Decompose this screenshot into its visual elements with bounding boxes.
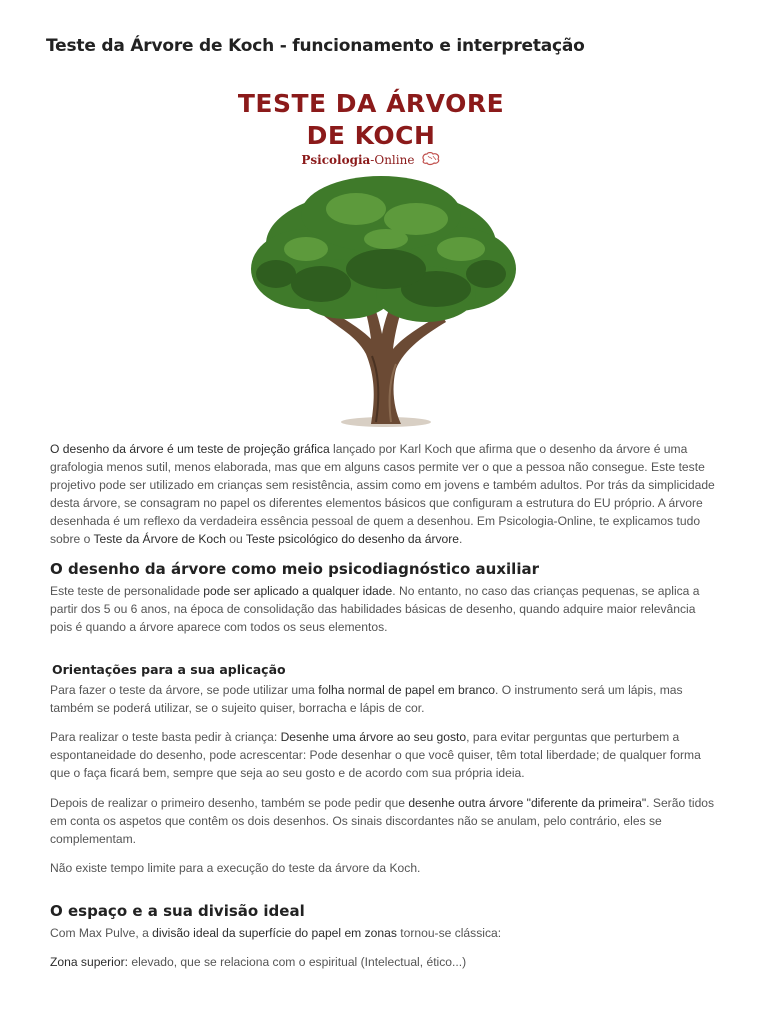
space-paragraph-2: Zona superior: elevado, que se relaciona com o espiritual (Intelectual, ético...) (50, 955, 467, 970)
emphasis-paper-zones: divisão ideal da superfície do papel em zonas (152, 925, 397, 940)
section-heading-guidelines: Orientações para a sua aplicação (52, 661, 286, 677)
space-paragraph-1: Com Max Pulve, a divisão ideal da superfície do papel em zonas tornou-se clássica: (50, 925, 502, 940)
hero-title-line1: TESTE DA ÁRVORE (237, 89, 505, 118)
emphasis-any-age: pode ser aplicado a qualquer idade (203, 583, 393, 598)
brand-logo (236, 152, 506, 167)
guidelines-paragraph-3: Depois de realizar o primeiro desenho, também se pode pedir que desenhe outra árvore "diferente da primeira". Serão tidos em conta os aspetos que contêm os dois desenhos. Os sinais discordantes não se anulam, pelo contrário, eles se complementam. (50, 795, 715, 846)
emphasis-draw-tree: Desenhe uma árvore ao seu gosto (280, 730, 467, 745)
label-upper-zone: Zona superior: (50, 955, 128, 970)
hero-image (236, 82, 536, 432)
link-projection-test[interactable]: O desenho da árvore é um teste de projeção gráfica (50, 442, 330, 456)
brain-icon (421, 152, 441, 166)
section-heading-psychodiagnostic: O desenho da árvore como meio psicodiagnóstico auxiliar (50, 559, 539, 578)
emphasis-second-tree: desenhe outra árvore "diferente da primeira" (408, 795, 647, 810)
emphasis-white-paper: folha normal de papel em branco (318, 683, 496, 698)
intro-paragraph: O desenho da árvore é um teste de projeção gráfica lançado por Karl Koch que afirma que o desenho da árvore é uma grafologia menos sutil, menos elaborada, mas que em alguns casos permite ver o que a pessoa não consegue. Este teste projetivo pode ser utilizado em crianças sem resistência, assim como em jovens e também adultos. Por trás da simplicidade desta árvore, se consagram no papel os diferentes elementos básicos que configuram a estrutura do EU próprio. A árvore desenhada é um reflexo da verdadeira essência pessoal de quem a desenhou. Em Psicologia-Online, te explicamos tudo sobre o Teste da Árvore de Koch ou Teste psicológico do desenho da árvore. (50, 442, 715, 547)
guidelines-paragraph-4: Não existe tempo limite para a execução do teste da árvore da Koch. (50, 860, 421, 875)
section-heading-space-division: O espaço e a sua divisão ideal (50, 901, 305, 920)
guidelines-paragraph-2: Para realizar o teste basta pedir à criança: Desenhe uma árvore ao seu gosto, para evitar perguntas que perturbem a espontaneidade do desenho, pode acrescentar: Pode desenhar o que você quiser, têm total liberdade; de qualquer forma que o faça ficará bem, sempre que seja ao seu gosto e de acordo com sua própria ideia. (50, 730, 701, 781)
guidelines-paragraph-1: Para fazer o teste da árvore, se pode utilizar uma folha normal de papel em branco. O instrumento será um lápis, mas também se poderá utilizar, se o sujeito quiser, borracha e lápis de cor. (50, 683, 683, 716)
link-psych-tree-test[interactable]: Teste psicológico do desenho da árvore (245, 532, 460, 547)
link-koch-tree-test[interactable]: Teste da Árvore de Koch (93, 532, 226, 547)
hero-title (236, 88, 506, 152)
brand-sub: -Online (370, 153, 415, 167)
section1-paragraph: Este teste de personalidade pode ser aplicado a qualquer idade. No entanto, no caso das crianças pequenas, se aplica a partir dos 5 ou 6 anos, na época de consolidação das habilidades básicas de desenho, quando adquire maior relevância pois é quando a árvore aparece com todos os seus elementos. (50, 583, 700, 634)
tree-illustration (236, 174, 526, 434)
hero-title-line2: DE KOCH (306, 121, 436, 150)
page-title: Teste da Árvore de Koch - funcionamento e interpretação (46, 36, 585, 56)
article-body (50, 440, 715, 982)
brand-main: Psicologia (301, 153, 371, 167)
